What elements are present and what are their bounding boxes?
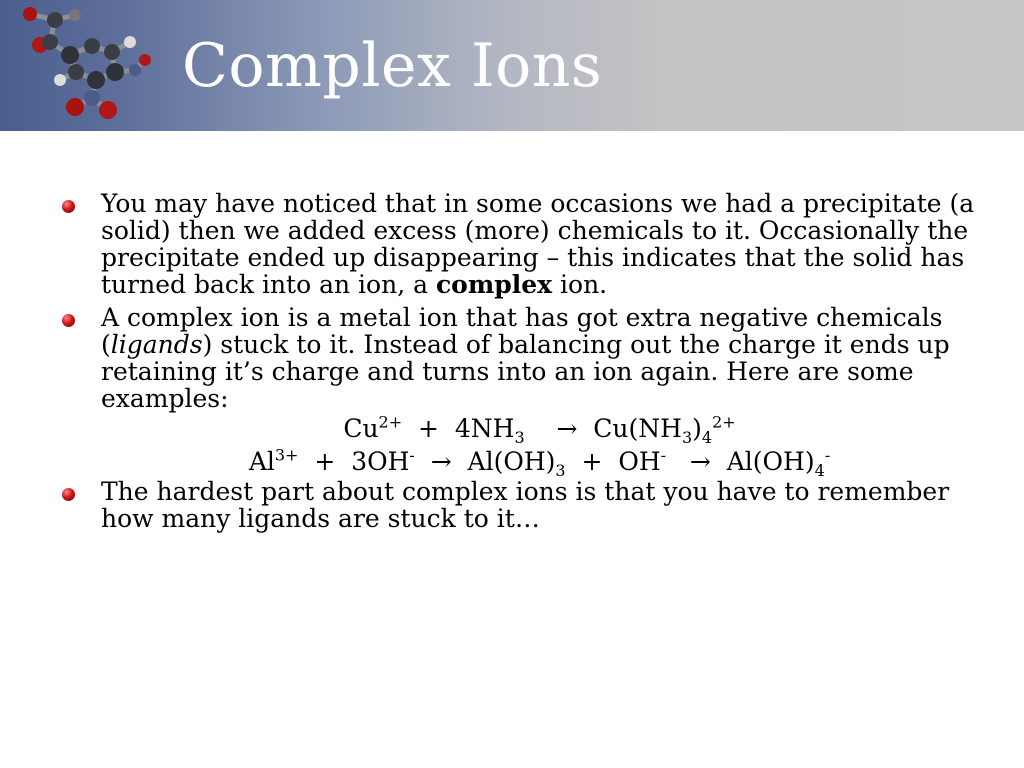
bullet-item xyxy=(58,190,978,298)
bullet-text: ion. xyxy=(552,270,608,299)
bullet-item xyxy=(58,478,978,532)
equation-aluminium: $Al^{3+} + 3OH^- \to Al(OH)_3 + OH^- \to Al(OH)_4^-$ xyxy=(248,445,831,480)
bullet-text: You may have noticed that in some occasions we had a precipitate (a solid) then we added excess (more) chemicals to it. Occasionally the precipitate ended up disappearing – this indicates that the solid has turned back into an ion, a xyxy=(101,189,975,299)
title-banner xyxy=(0,0,1024,131)
bullet-text: The hardest part about complex ions is that you have to remember how many ligands are stuck to it… xyxy=(101,477,950,533)
italic-term: ligands xyxy=(110,330,203,359)
bullet-item xyxy=(58,304,978,412)
bold-term: complex xyxy=(435,270,553,299)
bullet-dot-icon xyxy=(62,488,75,501)
molecule-illustration xyxy=(0,0,170,131)
equation-copper: $Cu^{2+} + 4NH_3$ → $Cu(NH_3)_4^{2+}$ xyxy=(343,412,736,447)
bullet-text: ) stuck to it. Instead of balancing out the charge it ends up retaining it’s charge and turns into an ion again. Here are some examples: xyxy=(101,330,950,413)
slide-content xyxy=(58,190,978,532)
bullet-text: A complex ion is a metal ion that has got extra negative chemicals ( xyxy=(101,303,943,359)
slide-title: Complex Ions xyxy=(182,31,603,101)
bullet-dot-icon xyxy=(62,314,75,327)
bullet-dot-icon xyxy=(62,200,75,213)
